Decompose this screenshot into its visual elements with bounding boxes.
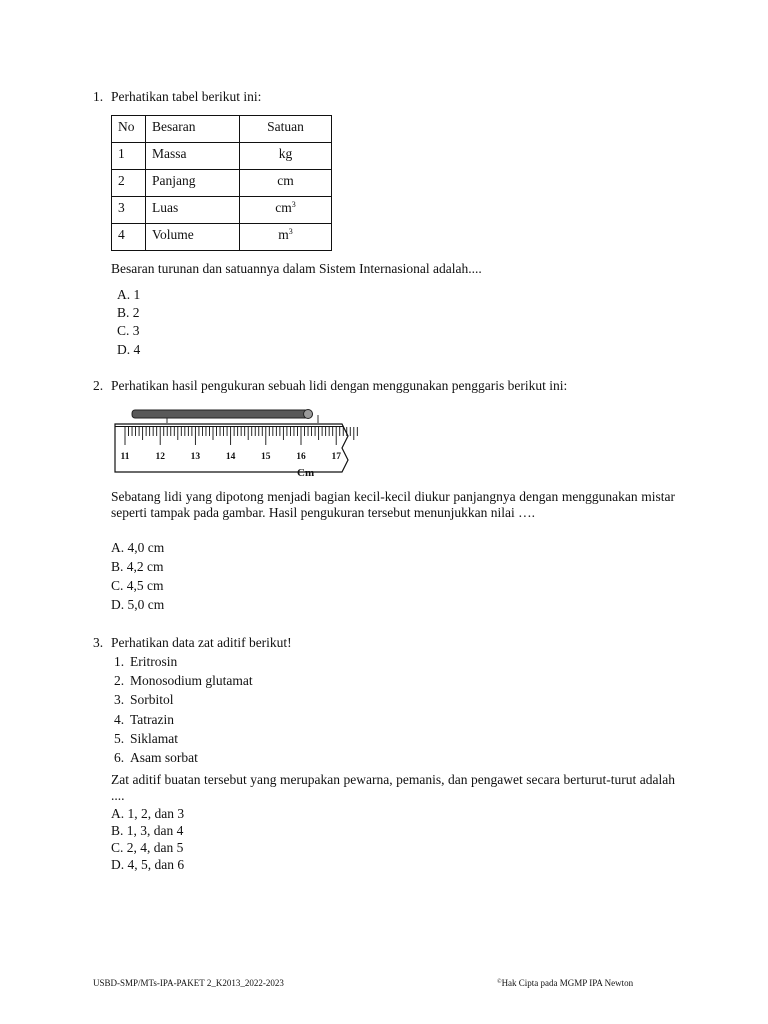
cell-no: 1 (112, 143, 146, 170)
cell-besaran: Luas (146, 197, 240, 224)
q3-item-number: 6. (114, 750, 125, 765)
q3-item-number: 1. (114, 654, 125, 669)
ruler-tick-label: 17 (331, 452, 341, 462)
q2-option-d: D. 5,0 cm (111, 597, 165, 612)
q3-option-d: D. 4, 5, dan 6 (111, 857, 185, 872)
cell-besaran: Panjang (146, 170, 240, 197)
q1-option-c: C. 3 (117, 323, 140, 338)
cell-satuan: kg (240, 143, 332, 170)
cell-besaran: Massa (146, 143, 240, 170)
q1-option-a: A. 1 (117, 287, 141, 302)
ruler-tick-label: 15 (261, 452, 271, 462)
ruler-figure (110, 400, 360, 485)
q2-option-b: B. 4,2 cm (111, 559, 164, 574)
q3-item-number: 3. (114, 692, 125, 707)
table-row (112, 197, 332, 224)
q3-item-number: 2. (114, 673, 125, 688)
q3-item-text: Asam sorbat (130, 750, 198, 765)
q2-paragraph: Sebatang lidi yang dipotong menjadi bagian kecil-kecil diukur panjangnya dengan menggunakan mistar seperti tampak pada gambar. Hasil pengukuran tersebut menunjukkan nilai …. (111, 489, 675, 520)
ruler-tick-label: 13 (190, 452, 201, 462)
footer-right-text: Hak Cipta pada MGMP IPA Newton (501, 978, 634, 988)
cell-satuan: $m^3$ (240, 224, 332, 251)
q1-option-b: B. 2 (117, 305, 140, 320)
footer-right (497, 978, 633, 988)
q3-item-text: Siklamat (130, 731, 178, 746)
cell-no: 3 (112, 197, 146, 224)
copyright-symbol: © (497, 979, 502, 985)
q1-table (111, 115, 332, 251)
q3-prompt: Perhatikan data zat aditif berikut! (111, 635, 292, 650)
q2-prompt: Perhatikan hasil pengukuran sebuah lidi dengan menggunakan penggaris berikut ini: (111, 378, 568, 393)
q1-prompt: Perhatikan tabel berikut ini: (111, 89, 262, 104)
stick-tip (304, 410, 313, 419)
header-satuan: Satuan (240, 116, 332, 143)
q1-question: Besaran turunan dan satuannya dalam Sistem Internasional adalah.... (111, 261, 482, 276)
q3-item-text: Sorbitol (130, 692, 174, 707)
q2-option-c: C. 4,5 cm (111, 578, 164, 593)
q3-option-a: A. 1, 2, dan 3 (111, 806, 185, 821)
table-row (112, 143, 332, 170)
q3-item-text: Tatrazin (130, 712, 175, 727)
q2-option-a: A. 4,0 cm (111, 540, 165, 555)
q3-option-c: C. 2, 4, dan 5 (111, 840, 184, 855)
table-header-row (112, 116, 332, 143)
stick-lidi (132, 410, 308, 418)
ruler-unit-label: Cm (297, 467, 315, 479)
q3-option-b: B. 1, 3, dan 4 (111, 823, 184, 838)
q3-paragraph: Zat aditif buatan tersebut yang merupakan pewarna, pemanis, dan pengawet secara berturut-turut adalah .... (111, 772, 675, 803)
q3-item-number: 5. (114, 731, 125, 746)
cell-no: 2 (112, 170, 146, 197)
ruler-tick-label: 16 (296, 452, 306, 462)
cell-satuan: $cm^3$ (240, 197, 332, 224)
cell-besaran: Volume (146, 224, 240, 251)
header-besaran: Besaran (146, 116, 240, 143)
q3-number: 3. (93, 635, 104, 650)
q3-item-text: Monosodium glutamat (130, 673, 253, 688)
ruler-tick-label: 11 (120, 452, 130, 462)
q3-item-number: 4. (114, 712, 125, 727)
footer-left: USBD-SMP/MTs-IPA-PAKET 2_K2013_2022-2023 (93, 978, 284, 988)
cell-no: 4 (112, 224, 146, 251)
q1-number: 1. (93, 89, 104, 104)
ruler-tick-label: 14 (225, 452, 236, 462)
cell-satuan: cm (240, 170, 332, 197)
q2-number: 2. (93, 378, 104, 393)
table-row (112, 170, 332, 197)
q3-item-text: Eritrosin (130, 654, 178, 669)
table-row (112, 224, 332, 251)
ruler-tick-label: 12 (155, 452, 165, 462)
q1-option-d: D. 4 (117, 342, 141, 357)
header-no: No (112, 116, 146, 143)
